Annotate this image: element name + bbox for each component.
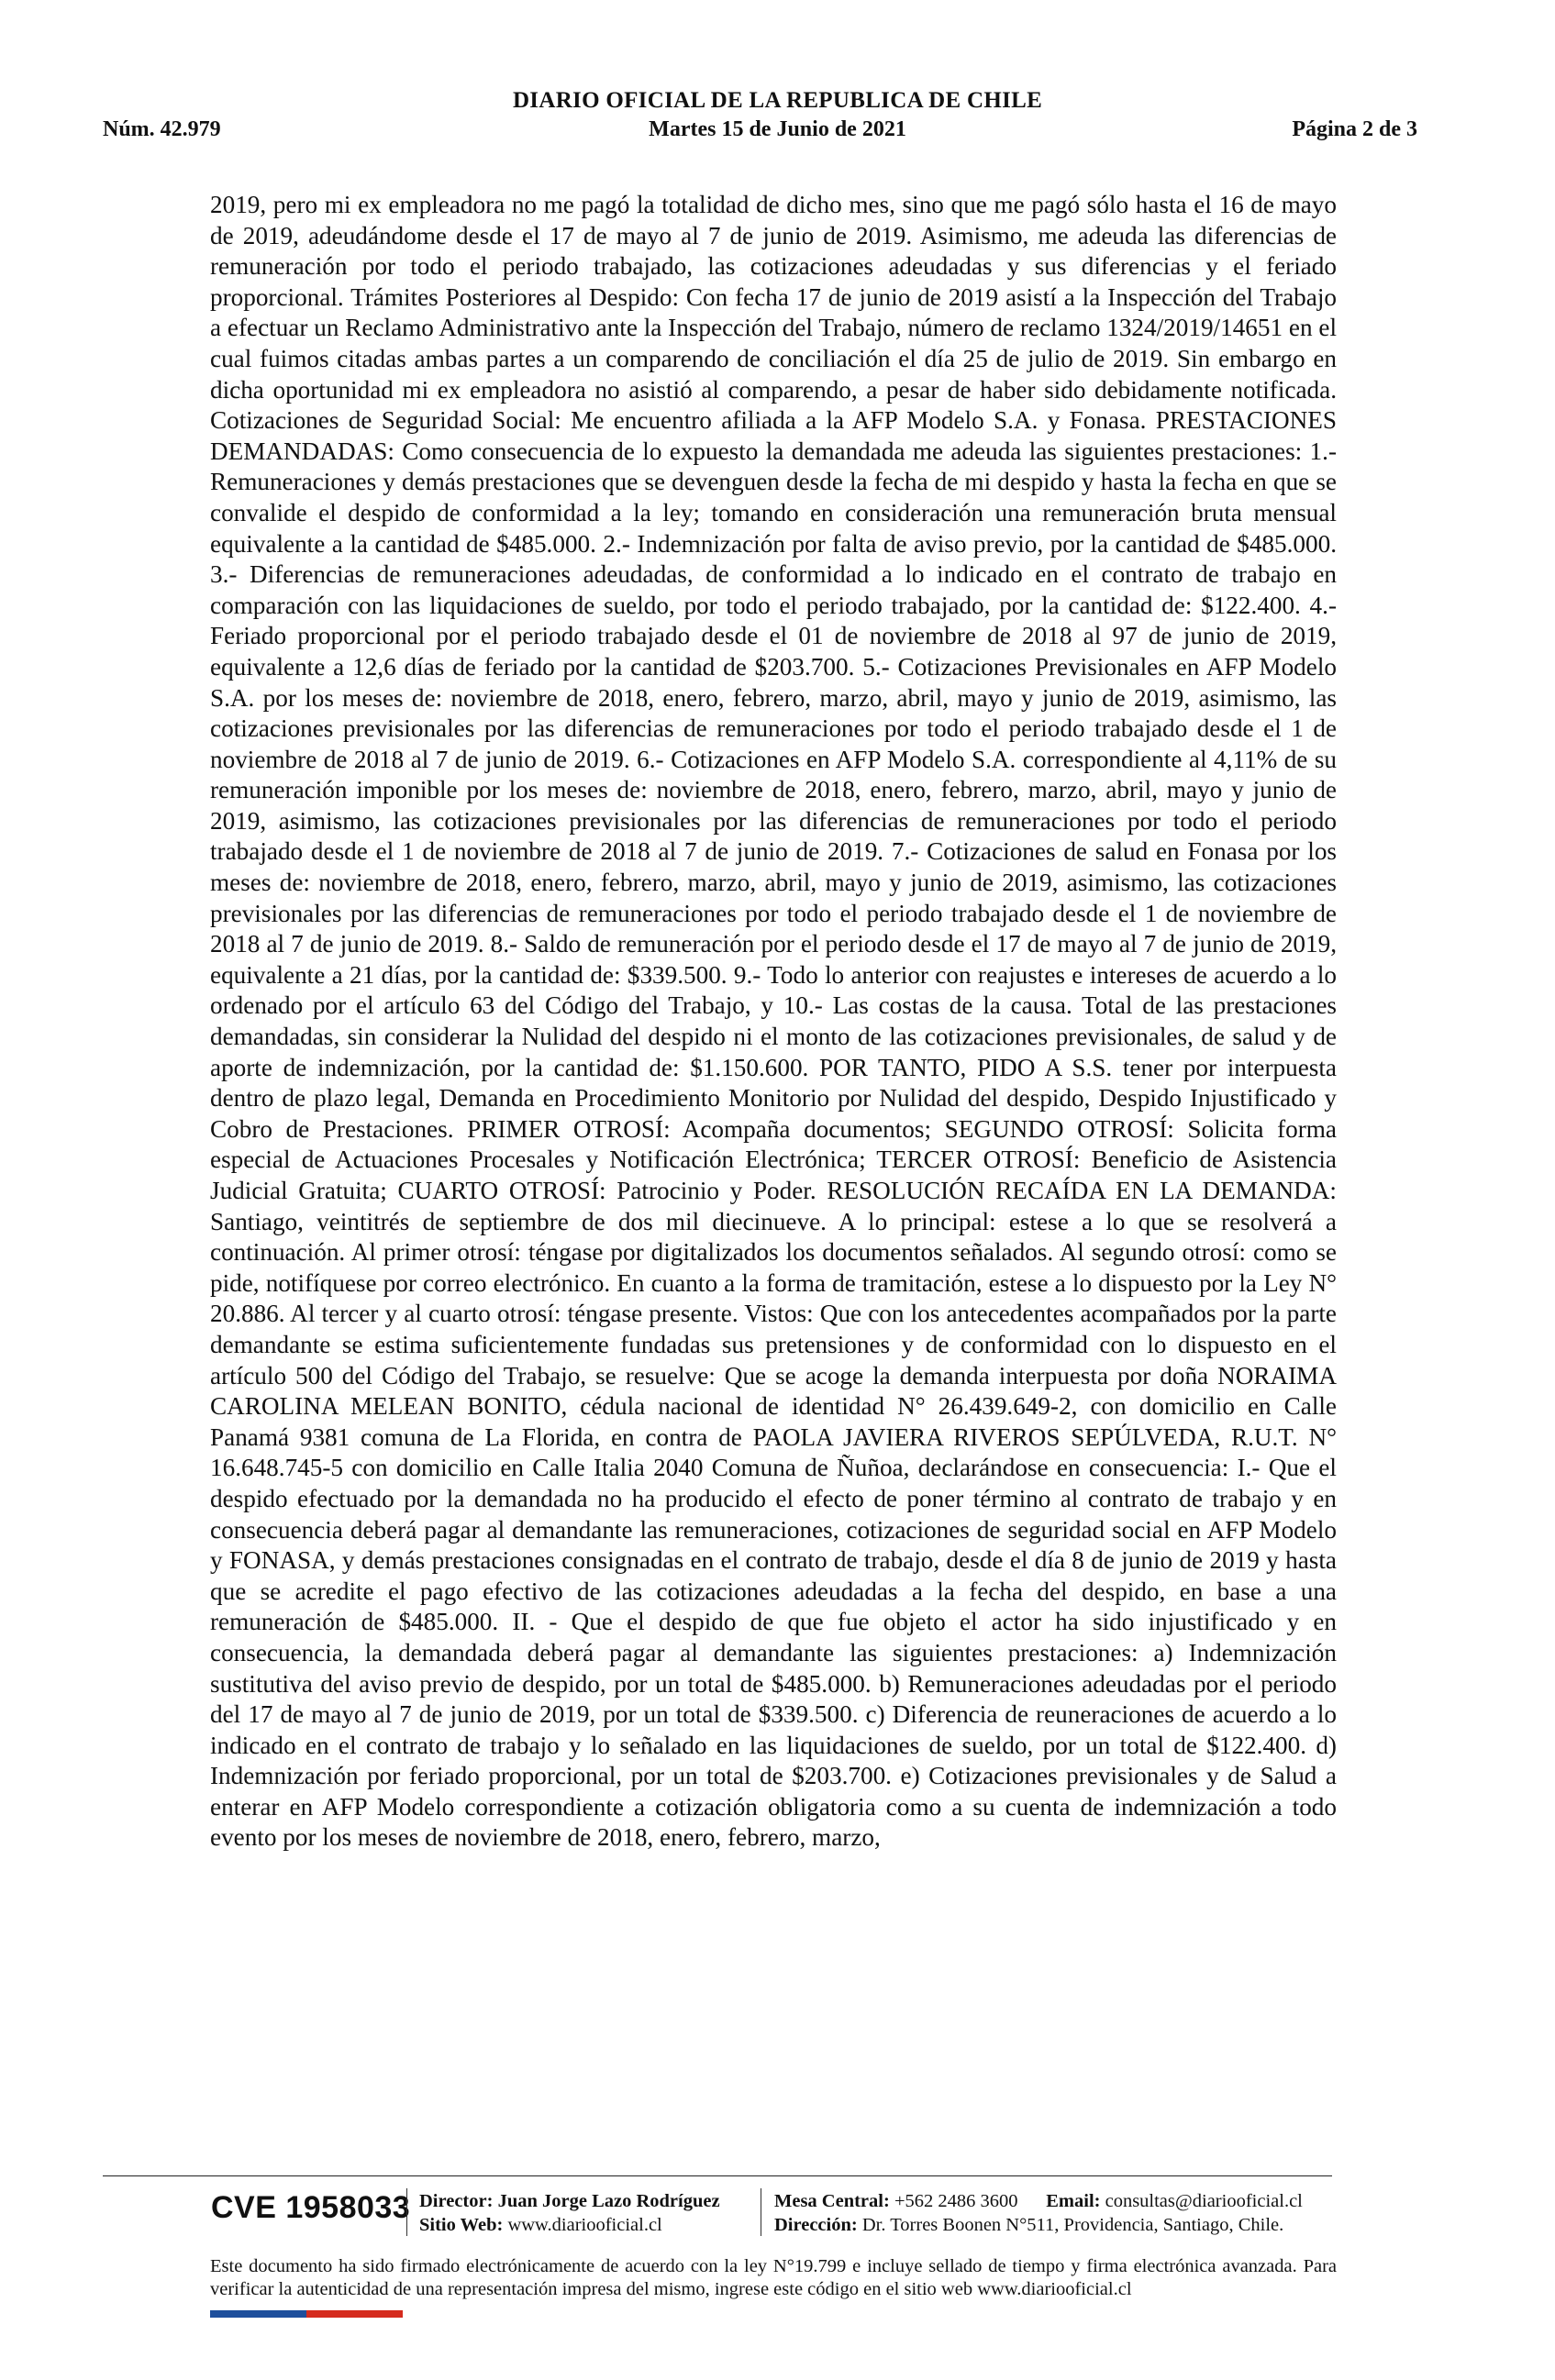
- director-name: Juan Jorge Lazo Rodríguez: [497, 2191, 720, 2211]
- phone-label: Mesa Central:: [774, 2191, 890, 2211]
- document-body: [210, 190, 1337, 1854]
- flag-red-segment: [306, 2310, 403, 2318]
- footer-editorial-info: [419, 2189, 720, 2237]
- address-text: Dr. Torres Boonen N°511, Providencia, Santiago, Chile.: [861, 2215, 1284, 2235]
- body-paragraph: 2019, pero mi ex empleadora no me pagó la totalidad de dicho mes, sino que me pagó sólo hasta el 16 de mayo de 2019, adeudándome desde el 17 de mayo al 7 de junio de 2019. Asimismo, me adeuda las diferencias de remuneración por todo el periodo trabajado, las cotizaciones adeudadas y sus diferencias y el feriado proporcional. Trámites Posteriores al Despido: Con fecha 17 de junio de 2019 asistí a la Inspección del Trabajo a efectuar un Reclamo Administrativo ante la Inspección del Trabajo, número de reclamo 1324/2019/14651 en el cual fuimos citadas ambas partes a un comparendo de conciliación el día 25 de julio de 2019. Sin embargo en dicha oportunidad mi ex empleadora no asistió al comparendo, a pesar de haber sido debidamente notificada. Cotizaciones de Seguridad Social: Me encuentro afiliada a la AFP Modelo S.A. y Fonasa. PRESTACIONES DEMANDADAS: Como consecuencia de lo expuesto la demandada me adeuda las siguientes prestaciones: 1.- Remuneraciones y demás prestaciones que se devenguen desde la fecha de mi despido y hasta la fecha en que se convalide el despido de conformidad a la ley; tomando en consideración una remuneración bruta mensual equivalente a la cantidad de $485.000. 2.- Indemnización por falta de aviso previo, por la cantidad de $485.000. 3.- Diferencias de remuneraciones adeudadas, de conformidad a lo indicado en el contrato de trabajo en comparación con las liquidaciones de sueldo, por todo el periodo trabajado, por la cantidad de: $122.400. 4.- Feriado proporcional por el periodo trabajado desde el 01 de noviembre de 2018 al 97 de junio de 2019, equivalente a 12,6 días de feriado por la cantidad de $203.700. 5.- Cotizaciones Previsionales en AFP Modelo S.A. por los meses de: noviembre de 2018, enero, febrero, marzo, abril, mayo y junio de 2019, asimismo, las cotizaciones previsionales por las diferencias de remuneraciones por todo el periodo trabajado desde el 1 de noviembre de 2018 al 7 de junio de 2019. 6.- Cotizaciones en AFP Modelo S.A. correspondiente al 4,11% de su remuneración imponible por los meses de: noviembre de 2018, enero, febrero, marzo, abril, mayo y junio de 2019, asimismo, las cotizaciones previsionales por las diferencias de remuneraciones por todo el periodo trabajado desde el 1 de noviembre de 2018 al 7 de junio de 2019. 7.- Cotizaciones de salud en Fonasa por los meses de: noviembre de 2018, enero, febrero, marzo, abril, mayo y junio de 2019, asimismo, las cotizaciones previsionales por las diferencias de remuneraciones por todo el periodo trabajado desde el 1 de noviembre de 2018 al 7 de junio de 2019. 8.- Saldo de remuneración por el periodo desde el 17 de mayo al 7 de junio de 2019, equivalente a 21 días, por la cantidad de: $339.500. 9.- Todo lo anterior con reajustes e intereses de acuerdo a lo ordenado por el artículo 63 del Código del Trabajo, y 10.- Las costas de la causa. Total de las prestaciones demandadas, sin considerar la Nulidad del despido ni el monto de las cotizaciones previsionales, de salud y de aporte de indemnización, por la cantidad de: $1.150.600. POR TANTO, PIDO A S.S. tener por interpuesta dentro de plazo legal, Demanda en Procedimiento Monitorio por Nulidad del despido, Despido Injustificado y Cobro de Prestaciones. PRIMER OTROSÍ: Acompaña documentos; SEGUNDO OTROSÍ: Solicita forma especial de Actuaciones Procesales y Notificación Electrónica; TERCER OTROSÍ: Beneficio de Asistencia Judicial Gratuita; CUARTO OTROSÍ: Patrocinio y Poder. RESOLUCIÓN RECAÍDA EN LA DEMANDA: Santiago, veintitrés de septiembre de dos mil diecinueve. A lo principal: estese a lo que se resolverá a continuación. Al primer otrosí: téngase por digitalizados los documentos señalados. Al segundo otrosí: como se pide, notifíquese por correo electrónico. En cuanto a la forma de tramitación, estese a lo dispuesto por la Ley N° 20.886. Al tercer y al cuarto otrosí: téngase presente. Vistos: Que con los antecedentes acompañados por la parte demandante se estima suficientemente fundadas sus pretensiones y de conformidad con lo dispuesto en el artículo 500 del Código del Trabajo, se resuelve: Que se acoge la demanda interpuesta por doña NORAIMA CAROLINA MELEAN BONITO, cédula nacional de identidad N° 26.439.649-2, con domicilio en Calle Panamá 9381 comuna de La Florida, en contra de PAOLA JAVIERA RIVEROS SEPÚLVEDA, R.U.T. N° 16.648.745-5 con domicilio en Calle Italia 2040 Comuna de Ñuñoa, declarándose en consecuencia: I.- Que el despido efectuado por la demandada no ha producido el efecto de poner término al contrato de trabajo y en consecuencia deberá pagar al demandante las remuneraciones, cotizaciones de seguridad social en AFP Modelo y FONASA, y demás prestaciones consignadas en el contrato de trabajo, desde el día 8 de junio de 2019 y hasta que se acredite el pago efectivo de las cotizaciones adeudadas a la fecha del despido, en base a una remuneración de $485.000. II. - Que el despido de que fue objeto el actor ha sido injustificado y en consecuencia, la demandada deberá pagar al demandante las siguientes prestaciones: a) Indemnización sustitutiva del aviso previo de despido, por un total de $485.000. b) Remuneraciones adeudadas por el periodo del 17 de mayo al 7 de junio de 2019, por un total de $339.500. c) Diferencia de reuneraciones de acuerdo a lo indicado en el contrato de trabajo y lo señalado en las liquidaciones de sueldo, por un total de $122.400. d) Indemnización por feriado proporcional, por un total de $203.700. e) Cotizaciones previsionales y de Salud a enterar en AFP Modelo correspondiente a cotización obligatoria como a su cuenta de indemnización a todo evento por los meses de noviembre de 2018, enero, febrero, marzo,: [210, 191, 1337, 1852]
- flag-blue-segment: [210, 2310, 306, 2318]
- footer-contact-info: [774, 2189, 1303, 2237]
- email-label: Email:: [1046, 2191, 1101, 2211]
- issue-date: Martes 15 de Junio de 2021: [649, 117, 906, 141]
- footer-separator: [406, 2188, 407, 2236]
- phone-number: +562 2486 3600: [894, 2191, 1018, 2211]
- issue-number: Núm. 42.979: [103, 117, 221, 141]
- gazette-title: DIARIO OFICIAL DE LA REPUBLICA DE CHILE: [512, 88, 1043, 113]
- signature-notice: Este documento ha sido firmado electrónicamente de acuerdo con la ley N°19.799 e incluye sellado de tiempo y firma electrónica avanzada. Para verificar la autenticidad de una representación impresa del mismo, ingrese este código en el sitio web www.diariooficial.cl: [210, 2256, 1337, 2299]
- director-label: Director:: [419, 2191, 494, 2211]
- address-label: Dirección:: [774, 2215, 858, 2235]
- site-label: Sitio Web:: [419, 2215, 504, 2235]
- page-indicator: Página 2 de 3: [1292, 117, 1417, 141]
- site-link[interactable]: www.diariooficial.cl: [507, 2215, 662, 2235]
- flag-stripe: [210, 2310, 403, 2318]
- cve-code: CVE 1958033: [211, 2190, 411, 2225]
- footer-divider: [103, 2175, 1332, 2176]
- email-link[interactable]: consultas@diariooficial.cl: [1105, 2191, 1303, 2211]
